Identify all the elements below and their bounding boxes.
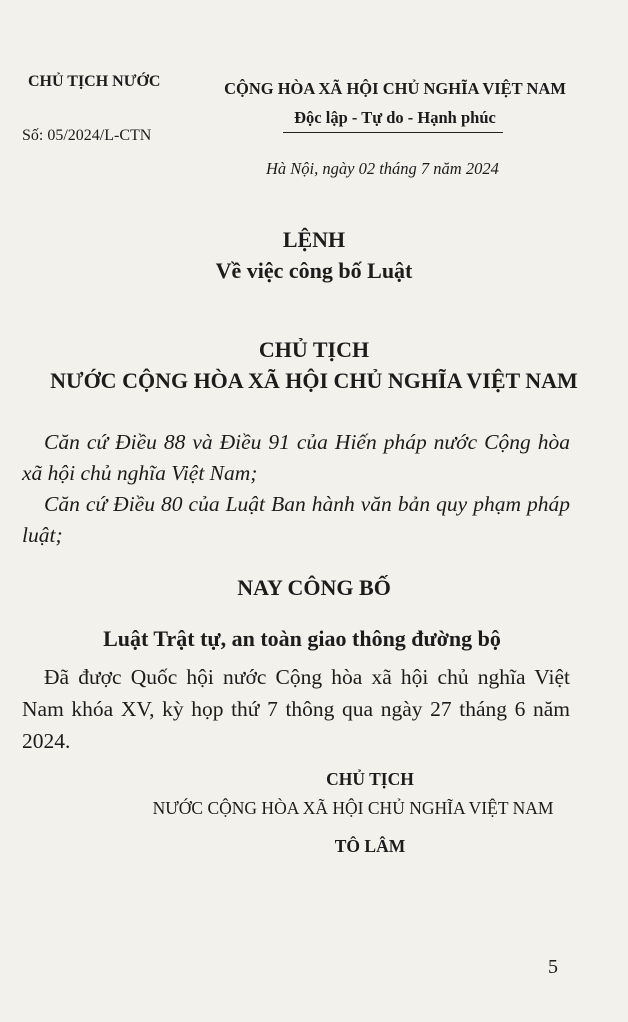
authority-organization: NƯỚC CỘNG HÒA XÃ HỘI CHỦ NGHĨA VIỆT NAM bbox=[50, 368, 578, 393]
country-name: CỘNG HÒA XÃ HỘI CHỦ NGHĨA VIỆT NAM bbox=[224, 79, 566, 98]
proclamation-heading: NAY CÔNG BỐ bbox=[237, 575, 391, 600]
place-and-date: Hà Nội, ngày 02 tháng 7 năm 2024 bbox=[266, 159, 499, 178]
signature-title: CHỦ TỊCH bbox=[326, 769, 414, 789]
signatory-name: TÔ LÂM bbox=[334, 836, 406, 856]
issuer-name: CHỦ TỊCH NƯỚC bbox=[28, 73, 161, 90]
signature-organization: NƯỚC CỘNG HÒA XÃ HỘI CHỦ NGHĨA VIỆT NAM bbox=[152, 798, 554, 818]
page-number: 5 bbox=[548, 956, 558, 978]
legal-basis-2: Căn cứ Điều 80 của Luật Ban hành văn bản quy phạm pháp luật; bbox=[22, 492, 570, 547]
passed-statement: Đã được Quốc hội nước Cộng hòa xã hội chủ nghĩa Việt Nam khóa XV, kỳ họp thứ 7 thông qua ngày 27 tháng 6 năm 2024. bbox=[22, 665, 570, 753]
authority-title: CHỦ TỊCH bbox=[258, 337, 370, 362]
document-number: Số: 05/2024/L-CTN bbox=[22, 127, 152, 144]
law-name: Luật Trật tự, an toàn giao thông đường bộ bbox=[103, 626, 501, 651]
motto-underline bbox=[283, 132, 503, 133]
document-subtitle: Về việc công bố Luật bbox=[215, 258, 413, 283]
national-motto: Độc lập - Tự do - Hạnh phúc bbox=[294, 108, 496, 127]
legal-basis-1: Căn cứ Điều 88 và Điều 91 của Hiến pháp nước Cộng hòa xã hội chủ nghĩa Việt Nam; bbox=[22, 430, 570, 485]
document-title: LỆNH bbox=[282, 227, 346, 252]
